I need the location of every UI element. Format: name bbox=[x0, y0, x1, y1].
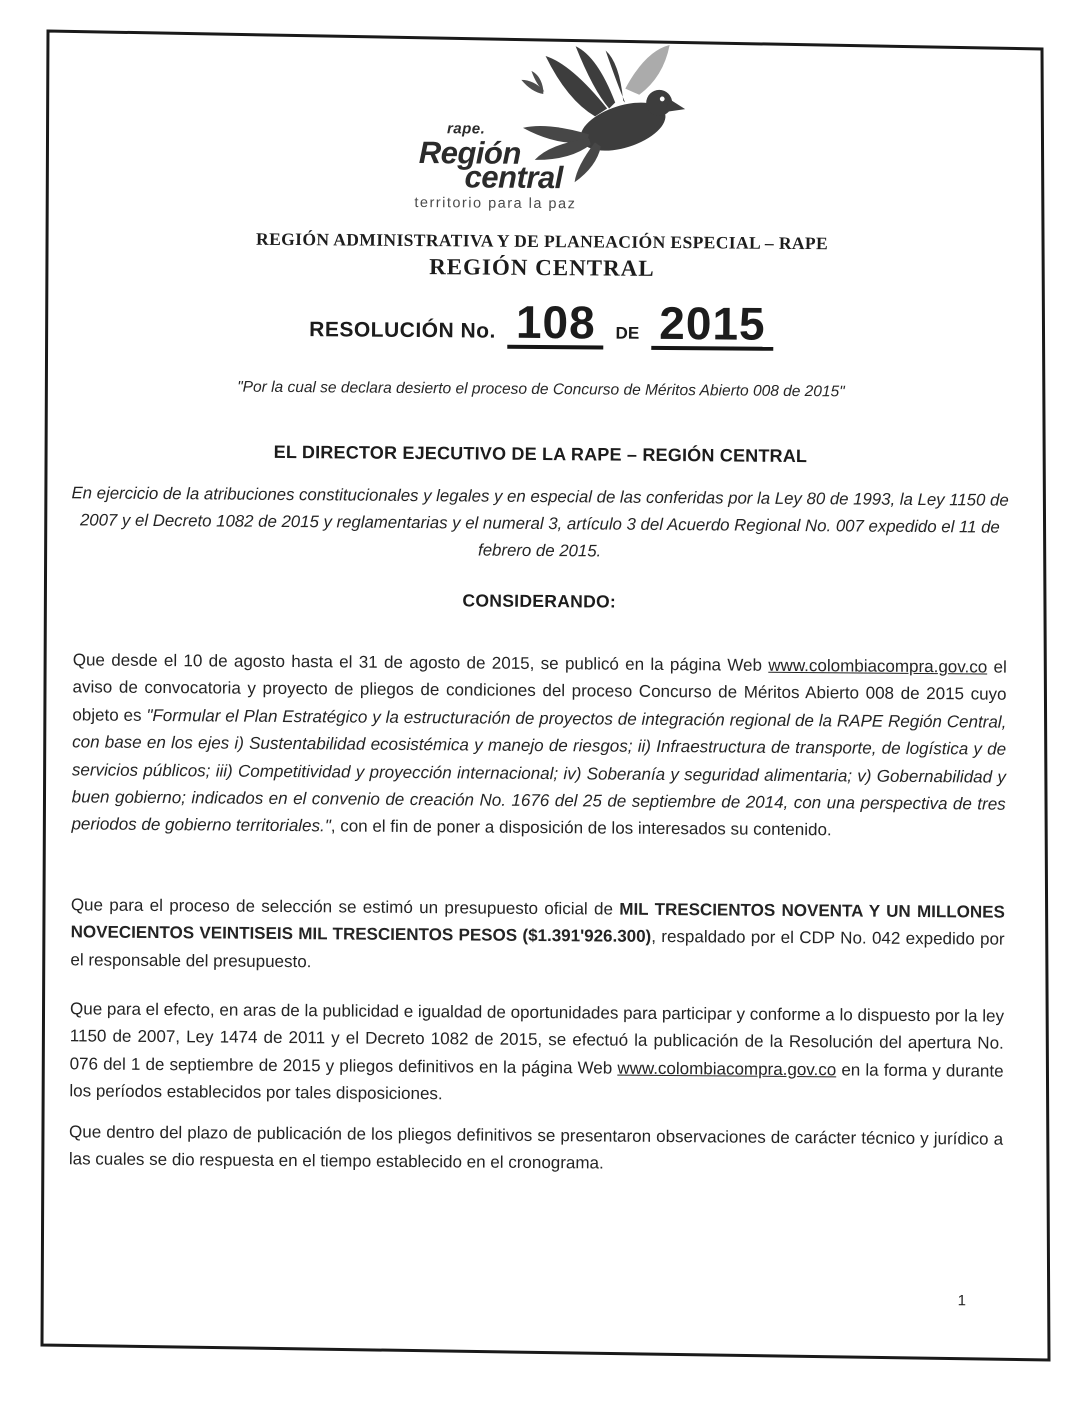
resolution-label: RESOLUCIÓN No. bbox=[309, 318, 496, 343]
resolution-connector: DE bbox=[615, 323, 640, 343]
logo-brand-prefix: rape. bbox=[446, 120, 486, 138]
paragraph-observaciones: Que dentro del plazo de publicación de los pliegos definitivos se presentaron observaciones de carácter técnico y jurídico a las cuales se dio respuesta en el tiempo establecido en el cronograma. bbox=[68, 1122, 1004, 1173]
p2-text-pre: Que para el proceso de selección se estimó un presupuesto oficial de bbox=[70, 895, 620, 919]
paragraph-publication-notice bbox=[71, 646, 1006, 845]
logo-wordmark bbox=[414, 120, 577, 213]
rape-region-central-logo bbox=[412, 45, 683, 217]
p2-text-post: , respaldado por el CDP No. 042 expedido por el responsable del presupuesto. bbox=[70, 927, 1005, 972]
logo-tagline: territorio para la paz bbox=[414, 194, 577, 213]
entity-name-line: REGIÓN ADMINISTRATIVA Y DE PLANEACIÓN ESPECIAL – RAPE bbox=[256, 228, 829, 254]
p1-text-pre: Que desde el 10 de agosto hasta el 31 de agosto de 2015, se publicó en la página Web bbox=[72, 650, 769, 675]
entity-region-line: REGIÓN CENTRAL bbox=[429, 254, 655, 281]
resolution-subject: "Por la cual se declara desierto el proceso de Concurso de Méritos Abierto 008 de 2015" bbox=[237, 378, 845, 401]
colombiacompra-link-2[interactable]: www.colombiacompra.gov.co bbox=[617, 1058, 837, 1080]
resolution-number: 108 bbox=[508, 299, 604, 350]
page-number: 1 bbox=[957, 1292, 967, 1310]
p1-object-quote: "Formular el Plan Estratégico y la estructuración de proyectos de integración regional de la RAPE Región Central, con base en los ejes i) Sustentabilidad ecosistémica y manejo de riesgos; ii) Infraestructura de transporte, de logística y de servicios públicos; iii) Competitividad y proyección internacional; iv) Soberanía y seguridad alimentaria; v) Gobernabilidad y buen gobierno; indicados en el convenio de creación No. 1676 del 25 de septiembre de 2014, con una perspectiva de tres periodos de gobierno territoriales." bbox=[71, 705, 1007, 836]
resolution-year: 2015 bbox=[651, 300, 774, 351]
logo-brand-line1: Región bbox=[418, 135, 521, 171]
logo-brand-line2: central bbox=[464, 159, 563, 196]
resolution-title bbox=[75, 295, 1007, 352]
p2-budget-amount: MIL TRESCIENTOS NOVENTA Y UN MILLONES NOVECIENTOS VEINTISEIS MIL TRESCIENTOS PESOS ($1.391'926.300) bbox=[70, 899, 1005, 947]
paragraph-apertura bbox=[69, 995, 1004, 1112]
p3-text-pre: Que para el efecto, en aras de la publicidad e igualdad de oportunidades para participar y conforme a lo dispuesto por la ley 1150 de 2007, Ley 1474 de 2011 y el Decreto 1082 de 2015, se efectuó la publicación de la Resolución del apertura No. 076 del 1 de septiembre de 2015 y pliegos definitivos en la página Web bbox=[69, 999, 1005, 1078]
p3-text-post: en la forma y durante los períodos establecidos por tales disposiciones. bbox=[69, 1060, 1004, 1104]
considerando-heading: CONSIDERANDO: bbox=[462, 590, 617, 612]
p1-text-post: , con el fin de poner a disposición de los interesados su contenido. bbox=[330, 816, 832, 840]
issuing-authority: EL DIRECTOR EJECUTIVO DE LA RAPE – REGIÓN CENTRAL bbox=[273, 441, 808, 467]
paragraph-budget bbox=[70, 891, 1005, 981]
colombiacompra-link[interactable]: www.colombiacompra.gov.co bbox=[768, 655, 988, 677]
p1-text-mid: el aviso de convocatoria y proyecto de pliegos de condiciones del proceso Concurso de Méritos Abierto 008 de 2015 cuyo objeto es bbox=[72, 657, 1007, 725]
legal-preamble: En ejercicio de la atribuciones constitucionales y legales y en especial de las conferidas por la Ley 80 de 1993, la Ley 1150 de 2007 y el Decreto 1082 de 2015 y reglamentarias y el numeral 3, artículo 3 del Acuerdo Regional No. 007 expedido el 11 de febrero de 2015. bbox=[71, 483, 1009, 561]
